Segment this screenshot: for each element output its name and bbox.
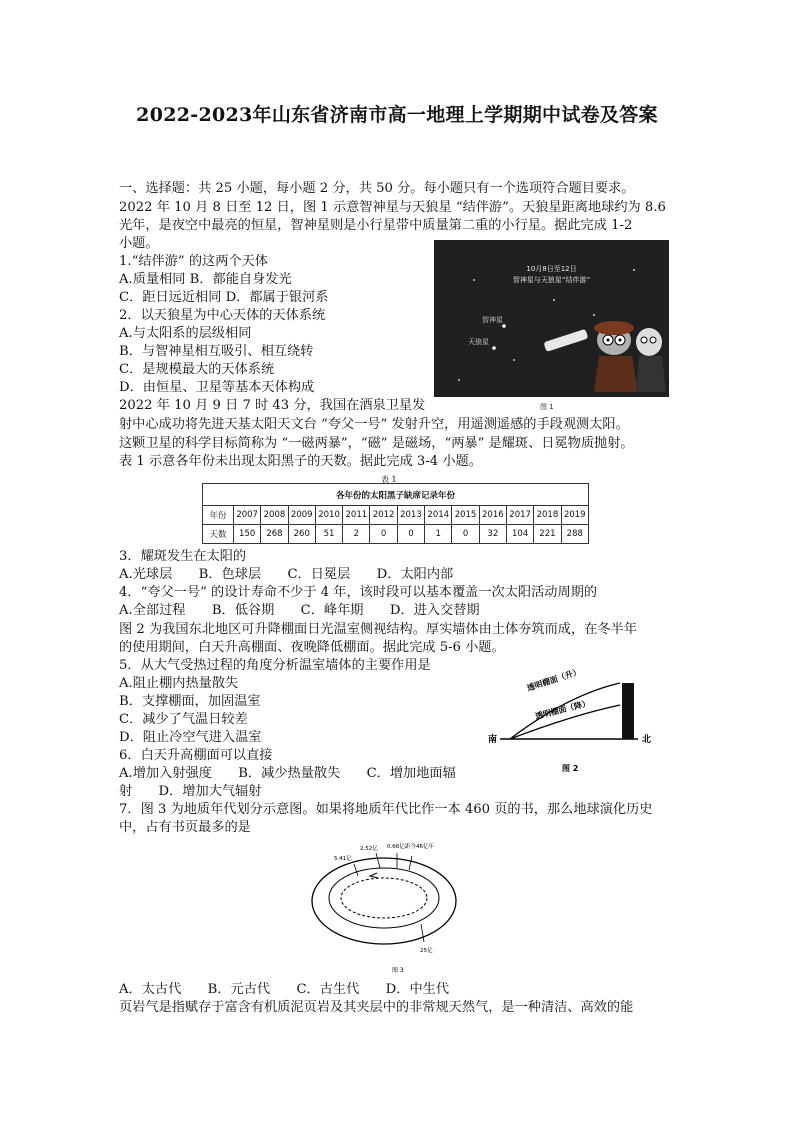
option-line: C．减少了气温日较差 [119, 712, 248, 727]
lower-roof-label: 透明棚面（降） [534, 698, 591, 721]
text-line: 的使用期间，白天升高棚面、夜晚降低棚面。据此完成 5-6 小题。 [119, 640, 505, 655]
table-cell: 2009 [288, 506, 315, 525]
table-cell: 2019 [561, 506, 588, 525]
table-cell: 1 [425, 525, 452, 544]
table-header: 各年份的太阳黑子缺席记录年份 [203, 484, 589, 506]
option-line: A.全部过程 B．低谷期 C．峰年期 D．进入交替期 [119, 603, 480, 618]
table-cell: 0 [452, 525, 479, 544]
table-cell: 2017 [506, 506, 533, 525]
label-541: 5.41亿 [334, 856, 352, 862]
figure-3-geologic-time [300, 836, 480, 976]
north-label: 北 [642, 735, 652, 745]
table-cell: 2014 [425, 506, 452, 525]
table-cell: 2012 [370, 506, 397, 525]
option-line: A.增加入射强度 B．减少热量散失 C．增加地面辐 [119, 766, 456, 781]
sunspot-table [202, 483, 589, 544]
upper-roof-label: 透明棚面（升） [525, 667, 582, 693]
table-cell: 150 [234, 525, 261, 544]
table-row-years [203, 506, 589, 525]
table-cell: 2008 [261, 506, 288, 525]
table-cell: 104 [506, 525, 533, 544]
question-7: 7．图 3 为地质年代划分示意图。如果将地质年代比作一本 460 页的书，那么地球演化历史 [119, 802, 653, 817]
text-line: 页岩气是指赋存于富含有机质泥页岩及其夹层中的非常规天然气，是一种清洁、高效的能 [119, 1000, 634, 1015]
label-25: 25亿 [420, 948, 433, 954]
inner-ellipse [341, 878, 427, 918]
text-line: 这颗卫星的科学目标简称为 “一磁两暴”，“磁” 是磁场，“两暴” 是耀斑、日冕物质抛射。 [119, 436, 634, 451]
option-line: C．是规模最大的天体系统 [119, 362, 275, 377]
table-cell: 2018 [534, 506, 561, 525]
page-title: 2022-2023年山东省济南市高一地理上学期期中试卷及答案 [136, 104, 658, 126]
figure-1-label: 图 1 [540, 403, 554, 411]
pallas-label: 智神星 [482, 316, 503, 324]
table-cell: 268 [261, 525, 288, 544]
label-252: 2.52亿 [360, 846, 378, 852]
option-line: C．距日远近相同 D．都属于银河系 [119, 290, 329, 305]
figure-1-caption: 10月8日至12日 智神星与天狼星“结伴游” [512, 265, 591, 284]
question-6: 6．白天升高棚面可以直接 [119, 748, 273, 763]
outer-ellipse [312, 858, 456, 944]
earth-wall [622, 683, 634, 739]
option-line: D．阻止冷空气进入温室 [119, 730, 262, 745]
option-line: A.质量相同 B．都能自身发光 [119, 272, 292, 287]
text-line: 中，占有书页最多的是 [119, 820, 251, 835]
figure-2-greenhouse [488, 665, 668, 775]
table-cell: 2015 [452, 506, 479, 525]
label-066: 0.66亿 [387, 844, 405, 850]
option-line: 射 D．增加大气辐射 [119, 784, 262, 799]
table-cell: 0 [397, 525, 424, 544]
table-1-label: 表 1 [381, 475, 397, 484]
table-cell: 221 [534, 525, 561, 544]
figure-1-illustration [434, 240, 669, 397]
text-line: 表 1 示意各年份未出现太阳黑子的天数。据此完成 3-4 小题。 [119, 454, 482, 469]
label-46: 距今46亿年 [405, 844, 434, 850]
table-cell: 2016 [479, 506, 506, 525]
table-cell: 260 [288, 525, 315, 544]
section-heading: 一、选择题：共 25 小题，每小题 2 分，共 50 分。每小题只有一个选项符合题目要求。 [119, 181, 635, 196]
option-line: B．支撑棚面，加固温室 [119, 694, 261, 709]
option-line: D．由恒星、卫星等基本天体构成 [119, 380, 315, 395]
table-cell: 0 [370, 525, 397, 544]
option-line: A．太古代 B．元古代 C．古生代 D．中生代 [119, 982, 450, 997]
table-cell: 年份 [203, 506, 234, 525]
question-5: 5．从大气受热过程的角度分析温室墙体的主要作用是 [119, 658, 431, 673]
question-2: 2．以天狼星为中心天体的天体系统 [119, 308, 326, 323]
south-label: 南 [488, 735, 498, 745]
option-line: A.光球层 B．色球层 C．日冕层 D．太阳内部 [119, 567, 454, 582]
table-cell: 2 [343, 525, 370, 544]
text-line: 射中心成功将先进天基太阳天文台 “夸父一号” 发射升空，用遥测遥感的手段观测太阳。 [119, 417, 629, 432]
question-1: 1.“结伴游” 的这两个天体 [119, 254, 268, 269]
sirius-label: 天狼星 [468, 338, 489, 346]
table-cell: 32 [479, 525, 506, 544]
figure-2-label: 图 2 [562, 764, 579, 773]
question-3: 3．耀斑发生在太阳的 [119, 549, 247, 564]
table-cell: 2007 [234, 506, 261, 525]
table-cell: 51 [315, 525, 342, 544]
table-cell: 2011 [343, 506, 370, 525]
table-cell: 2010 [315, 506, 342, 525]
table-cell: 天数 [203, 525, 234, 544]
arrow-icon [370, 873, 378, 878]
middle-ellipse [329, 868, 439, 928]
option-line: B．与智神星相互吸引、相互绕转 [119, 344, 314, 359]
figure-1-image [434, 240, 669, 397]
table-row-days [203, 525, 589, 544]
option-line: A.阻止棚内热量散失 [119, 676, 239, 691]
table-cell: 2013 [397, 506, 424, 525]
figure-3-label: 图 3 [392, 967, 404, 974]
question-4: 4．“夸父一号” 的设计寿命不少于 4 年，该时段可以基本覆盖一次太阳活动周期的 [119, 585, 598, 600]
text-line: 小题。 [119, 236, 159, 251]
text-line: 2022 年 10 月 9 日 7 时 43 分，我国在酒泉卫星发 [119, 398, 426, 413]
option-line: A.与太阳系的层级相同 [119, 326, 252, 341]
table-cell: 288 [561, 525, 588, 544]
text-line: 图 2 为我国东北地区可升降棚面日光温室侧视结构。厚实墙体由土体夯筑而成，在冬半年 [119, 622, 637, 637]
text-line: 2022 年 10 月 8 日至 12 日，图 1 示意智神星与天狼星 “结伴游”。天狼星距离地球约为 8.6 [119, 200, 666, 215]
text-line: 光年，是夜空中最亮的恒星，智神星则是小行星带中质量第二重的小行星。据此完成 1-2 [119, 218, 633, 233]
